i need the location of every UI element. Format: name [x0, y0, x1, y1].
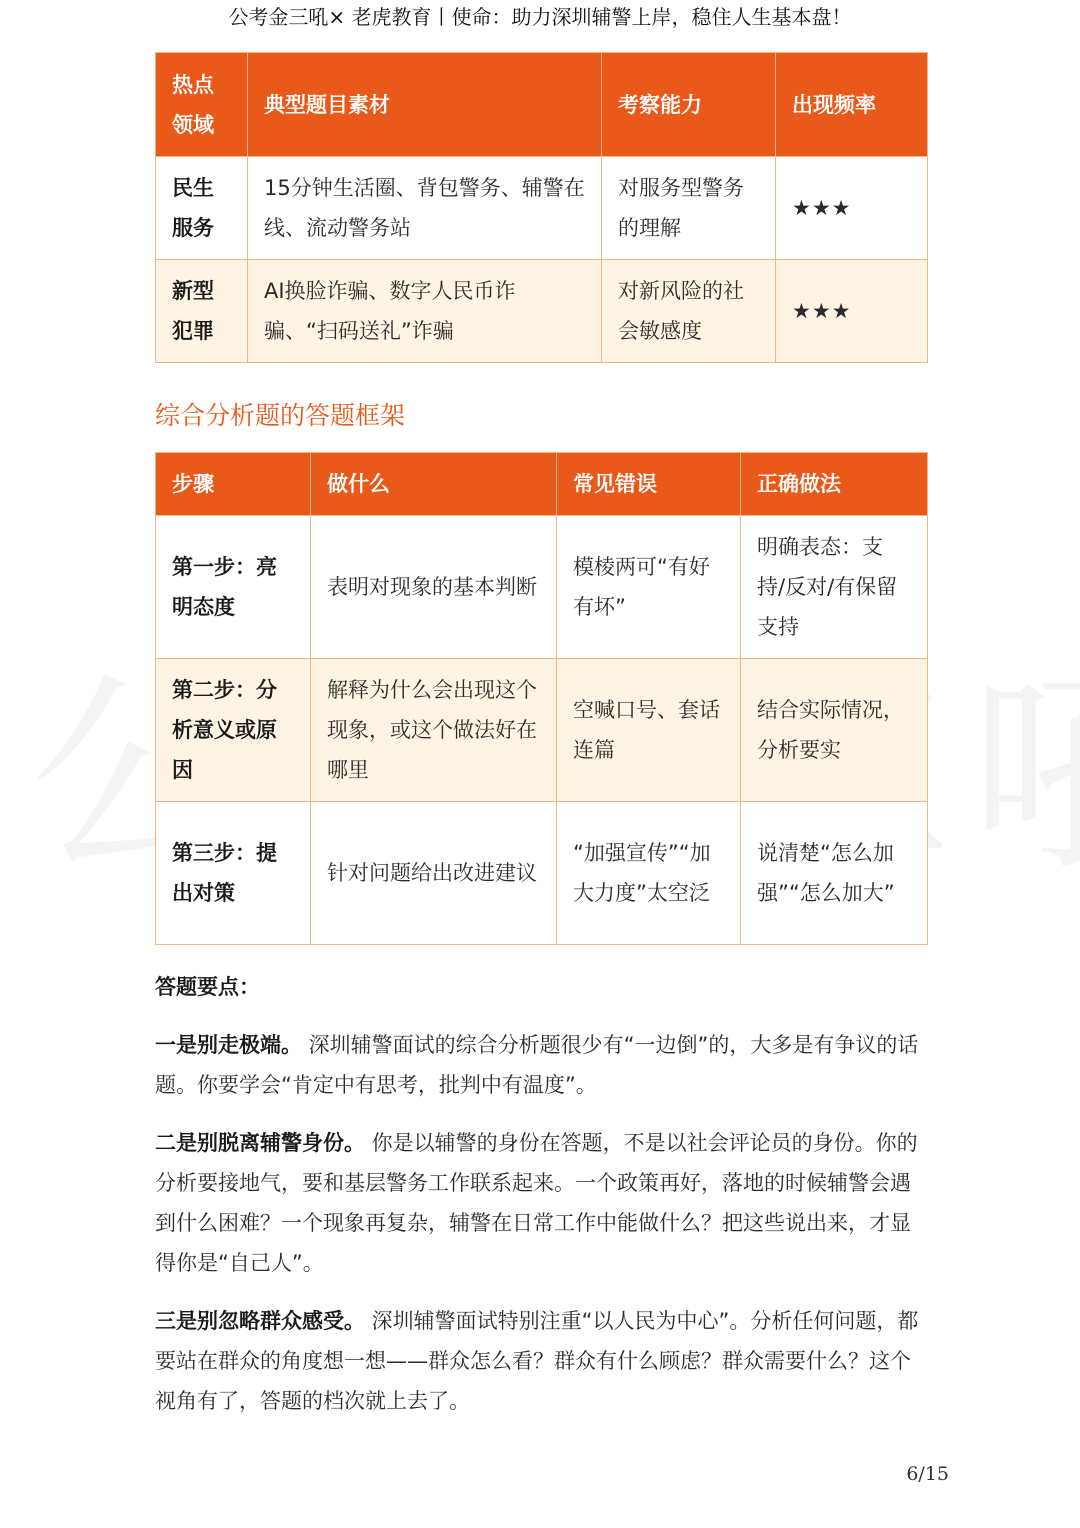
key-point-lead: 一是别走极端。 — [155, 1033, 302, 1057]
table-header-row — [156, 453, 928, 516]
table-row — [156, 260, 928, 363]
area-cell: 新型犯罪 — [156, 260, 248, 363]
what-cell: 解释为什么会出现这个现象，或这个做法好在哪里 — [311, 659, 557, 802]
right-cell: 说清楚“怎么加强”“怎么加大” — [741, 802, 928, 945]
step-cell: 第二步：分析意义或原因 — [156, 659, 311, 802]
mistake-cell: “加强宣传”“加大力度”太空泛 — [557, 802, 741, 945]
page-number: 6/15 — [906, 1463, 949, 1485]
table-row — [156, 516, 928, 659]
step-cell: 第一步：亮明态度 — [156, 516, 311, 659]
what-cell: 表明对现象的基本判断 — [311, 516, 557, 659]
header-cell: 正确做法 — [741, 453, 928, 516]
what-cell: 针对问题给出改进建议 — [311, 802, 557, 945]
answer-framework-table — [155, 452, 928, 945]
key-point-paragraph — [155, 1301, 930, 1421]
step-cell: 第三步：提出对策 — [156, 802, 311, 945]
table-row — [156, 802, 928, 945]
mistake-cell: 空喊口号、套话连篇 — [557, 659, 741, 802]
ability-cell: 对新风险的社会敏感度 — [602, 260, 776, 363]
key-point-paragraph — [155, 1025, 930, 1105]
header-cell: 热点领域 — [156, 53, 248, 157]
section-title: 综合分析题的答题框架 — [155, 401, 406, 430]
key-point-lead: 二是别脱离辅警身份。 — [155, 1131, 365, 1155]
key-point-body: 深圳辅警面试的综合分析题很少有“一边倒”的，大多是有争议的话题。你要学会“肯定中有思考，批判中有温度”。 — [155, 1033, 919, 1097]
key-point-lead: 三是别忽略群众感受。 — [155, 1309, 365, 1333]
table-row — [156, 157, 928, 260]
header-cell: 出现频率 — [776, 53, 928, 157]
table-header-row — [156, 53, 928, 157]
mistake-cell: 模棱两可“有好有坏” — [557, 516, 741, 659]
material-cell: AI换脸诈骗、数字人民币诈骗、“扫码送礼”诈骗 — [248, 260, 602, 363]
header-cell: 典型题目素材 — [248, 53, 602, 157]
key-points-title: 答题要点： — [155, 975, 260, 999]
hot-topics-table — [155, 52, 928, 363]
frequency-stars: ★★★ — [776, 260, 928, 363]
frequency-stars: ★★★ — [776, 157, 928, 260]
header-cell: 考察能力 — [602, 53, 776, 157]
area-cell: 民生服务 — [156, 157, 248, 260]
material-cell: 15分钟生活圈、背包警务、辅警在线、流动警务站 — [248, 157, 602, 260]
key-point-body: 你是以辅警的身份在答题，不是以社会评论员的身份。你的分析要接地气，要和基层警务工作联系起来。一个政策再好，落地的时候辅警会遇到什么困难？一个现象再复杂，辅警在日常工作中能做什么？把这些说出来，才显得你是“自己人”。 — [155, 1131, 918, 1275]
right-cell: 明确表态：支持/反对/有保留支持 — [741, 516, 928, 659]
right-cell: 结合实际情况，分析要实 — [741, 659, 928, 802]
header-cell: 常见错误 — [557, 453, 741, 516]
page-header: 公考金三吼× 老虎教育丨使命：助力深圳辅警上岸，稳住人生基本盘！ — [228, 5, 852, 29]
ability-cell: 对服务型警务的理解 — [602, 157, 776, 260]
header-cell: 做什么 — [311, 453, 557, 516]
key-point-body: 深圳辅警面试特别注重“以人民为中心”。分析任何问题，都要站在群众的角度想一想——群众怎么看？群众有什么顾虑？群众需要什么？这个视角有了，答题的档次就上去了。 — [155, 1309, 919, 1413]
key-point-paragraph — [155, 1123, 930, 1283]
table-row — [156, 659, 928, 802]
header-cell: 步骤 — [156, 453, 311, 516]
